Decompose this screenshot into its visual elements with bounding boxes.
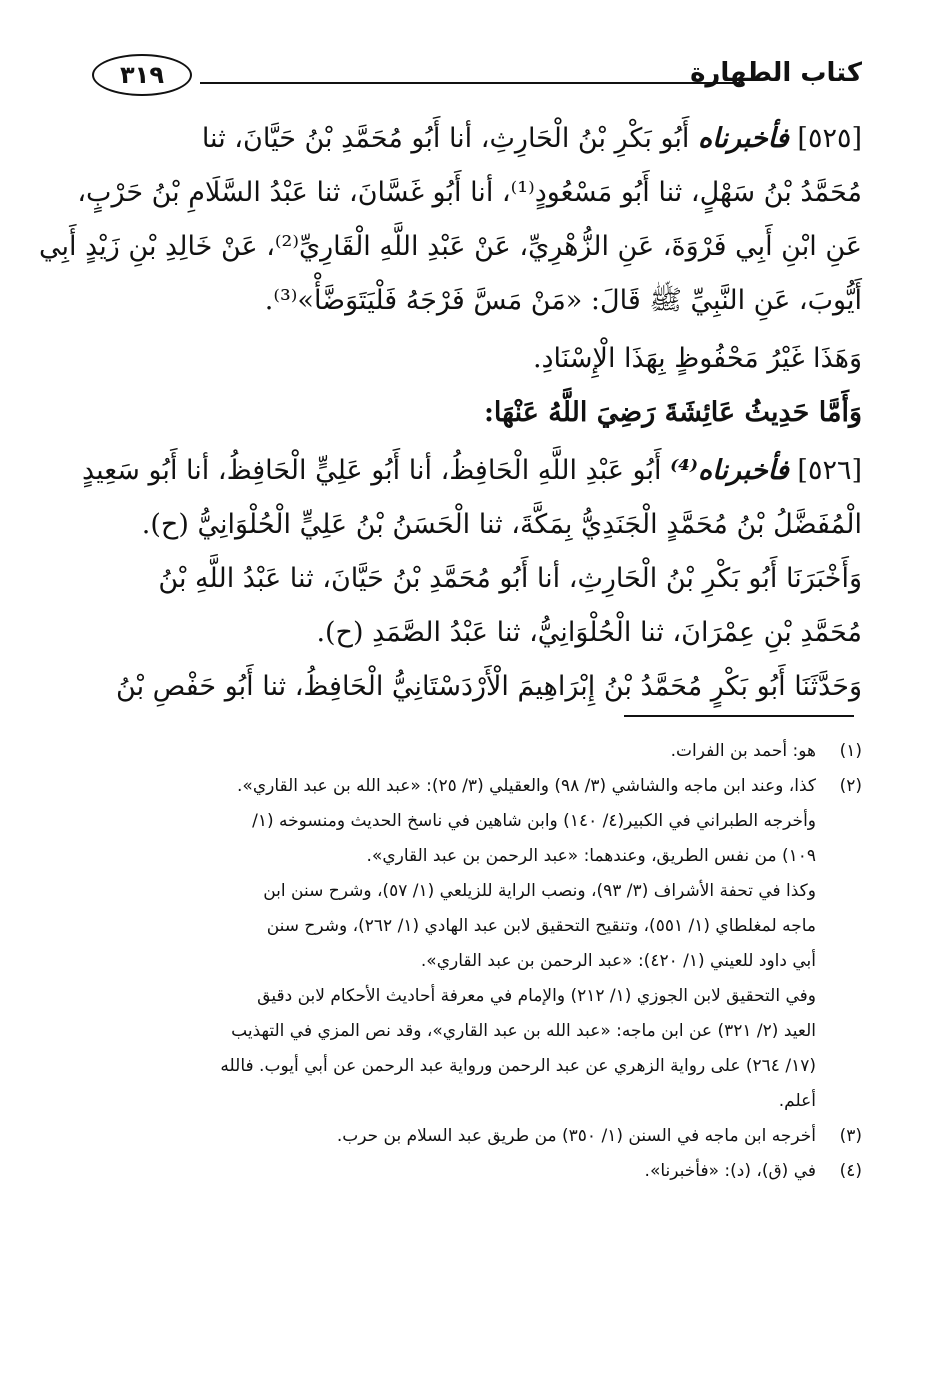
main-text bbox=[38, 112, 862, 714]
footnote-line: أبي داود للعيني (١/ ٤٢٠): «عبد الرحمن بن عبد القاري». bbox=[420, 951, 816, 971]
footnote-line: كذا، وعند ابن ماجه والشاشي (٣/ ٩٨) والعقيلي (٣/ ٢٥): «عبد الله بن عبد القاري». bbox=[237, 776, 816, 796]
text-line: وَأَخْبَرَنَا أَبُو بَكْرِ بْنُ الْحَارِثِ، أنا أَبُو مُحَمَّدِ بْنُ حَيَّانَ، ثنا عَبْدُ اللَّهِ بْنُ bbox=[158, 563, 862, 594]
footnote-line: ١٠٩) من نفس الطريق، وعندهما: «عبد الرحمن بن عبد القاري». bbox=[366, 846, 816, 866]
text-line: [٥٢٥] فأخبرناه أَبُو بَكْرِ بْنُ الْحَارِثِ، أنا أَبُو مُحَمَّدِ بْنُ حَيَّانَ، ثنا bbox=[201, 123, 862, 154]
text-line: مُحَمَّدُ بْنُ سَهْلٍ، ثنا أَبُو مَسْعُودٍ⁽¹⁾، أنا أَبُو غَسَّانَ، ثنا عَبْدُ السَّلَامِ بْنُ حَرْبٍ، bbox=[77, 177, 862, 208]
footnote-number: (٣) bbox=[839, 1126, 862, 1146]
chapter-title: كتاب الطهارة bbox=[690, 58, 862, 88]
footnote-separator bbox=[624, 715, 854, 717]
footnote-3 bbox=[94, 1119, 862, 1154]
hadith-number: [٥٢٥] bbox=[797, 123, 862, 154]
footnote-line: ماجه لمغلطاي (١/ ٥٥١)، وتنقيح التحقيق لابن عبد الهادي (١/ ٢٦٢)، وشرح سنن bbox=[266, 916, 816, 936]
text-line: وَهَذَا غَيْرُ مَحْفُوظٍ بِهَذَا الْإِسْنَادِ. bbox=[532, 343, 862, 374]
footnotes bbox=[94, 734, 862, 1189]
footnote-line: في (ق)، (د): «فأخبرنا». bbox=[644, 1161, 816, 1181]
footnote-line: هو: أحمد بن الفرات. bbox=[670, 741, 816, 761]
footnote-line: وأخرجه الطبراني في الكبير(٤/ ١٤٠) وابن شاهين في ناسخ الحديث ومنسوخه (١/ bbox=[252, 811, 816, 831]
hadith-525 bbox=[38, 112, 862, 328]
footnote-number: (٢) bbox=[839, 776, 862, 796]
page-header bbox=[92, 52, 862, 100]
footnote-number: (٤) bbox=[839, 1161, 862, 1181]
footnote-line: العيد (٢/ ٣٢١) عن ابن ماجه: «عبد الله بن عبد القاري»، وقد نص المزي في التهذيب bbox=[231, 1021, 816, 1041]
hadith-number: [٥٢٦] bbox=[797, 455, 862, 486]
text-line: عَنِ ابْنِ أَبِي فَرْوَةَ، عَنِ الزُّهْرِيِّ، عَنْ عَبْدِ اللَّهِ الْقَارِيِّ⁽²⁾، عَنْ خَالِدِ بْنِ زَيْدٍ أَبِي bbox=[38, 231, 862, 262]
footnote-line: أعلم. bbox=[778, 1091, 816, 1111]
hadith-526 bbox=[81, 444, 862, 552]
section-heading bbox=[94, 386, 862, 440]
text-line: مُحَمَّدِ بْنِ عِمْرَانَ، ثنا الْحُلْوَانِيُّ، ثنا عَبْدُ الصَّمَدِ (ح). bbox=[316, 617, 862, 648]
footnote-number: (١) bbox=[839, 741, 862, 761]
page-number-badge: ٣١٩ bbox=[92, 54, 192, 96]
chain-paragraph bbox=[94, 552, 862, 660]
chain-paragraph bbox=[94, 660, 862, 714]
text-line: [٥٢٦] فأخبرناه⁽⁴⁾ أَبُو عَبْدِ اللَّهِ الْحَافِظُ، أنا أَبُو عَلِيٍّ الْحَافِظُ، أنا أَبُو سَعِيدٍ bbox=[81, 455, 862, 486]
text-line: وَحَدَّثَنَا أَبُو بَكْرٍ مُحَمَّدُ بْنُ إِبْرَاهِيمَ الْأَرْدَسْتَانِيُّ الْحَافِظُ، ثنا أَبُو حَفْصِ بْنُ bbox=[116, 671, 862, 702]
footnote-line: أخرجه ابن ماجه في السنن (١/ ٣٥٠) من طريق عبد السلام بن حرب. bbox=[336, 1126, 816, 1146]
footnote-line: وكذا في تحفة الأشراف (٣/ ٩٣)، ونصب الراية للزيلعي (١/ ٥٧)، وشرح سنن ابن bbox=[263, 881, 816, 901]
comment-paragraph bbox=[94, 332, 862, 386]
footnote-line: وفي التحقيق لابن الجوزي (١/ ٢١٢) والإمام في معرفة أحاديث الأحكام لابن دقيق bbox=[257, 986, 816, 1006]
text-line: وَأَمَّا حَدِيثُ عَائِشَةَ رَضِيَ اللَّهُ عَنْهَا: bbox=[483, 397, 862, 428]
text-line: الْمُفَضَّلُ بْنُ مُحَمَّدٍ الْجَنَدِيُّ بِمَكَّةَ، ثنا الْحَسَنُ بْنُ عَلِيٍّ الْحُلْوَانِيُّ (ح). bbox=[141, 509, 862, 540]
footnote-2 bbox=[94, 769, 862, 1119]
footnote-line: (١٧/ ٢٦٤) على رواية الزهري عن عبد الرحمن ورواية عبد الرحمن عن أبي أيوب. فالله bbox=[220, 1056, 816, 1076]
hadith-lead-word: فأخبرناه⁽⁴⁾ bbox=[670, 455, 789, 486]
footnote-1 bbox=[94, 734, 862, 769]
hadith-lead-word: فأخبرناه bbox=[698, 123, 789, 154]
footnote-4 bbox=[94, 1154, 862, 1189]
header-rule bbox=[200, 82, 740, 84]
text-line: أَيُّوبَ، عَنِ النَّبِيِّ ﷺ قَالَ: «مَنْ مَسَّ فَرْجَهُ فَلْيَتَوَضَّأْ»⁽³⁾. bbox=[264, 285, 862, 316]
